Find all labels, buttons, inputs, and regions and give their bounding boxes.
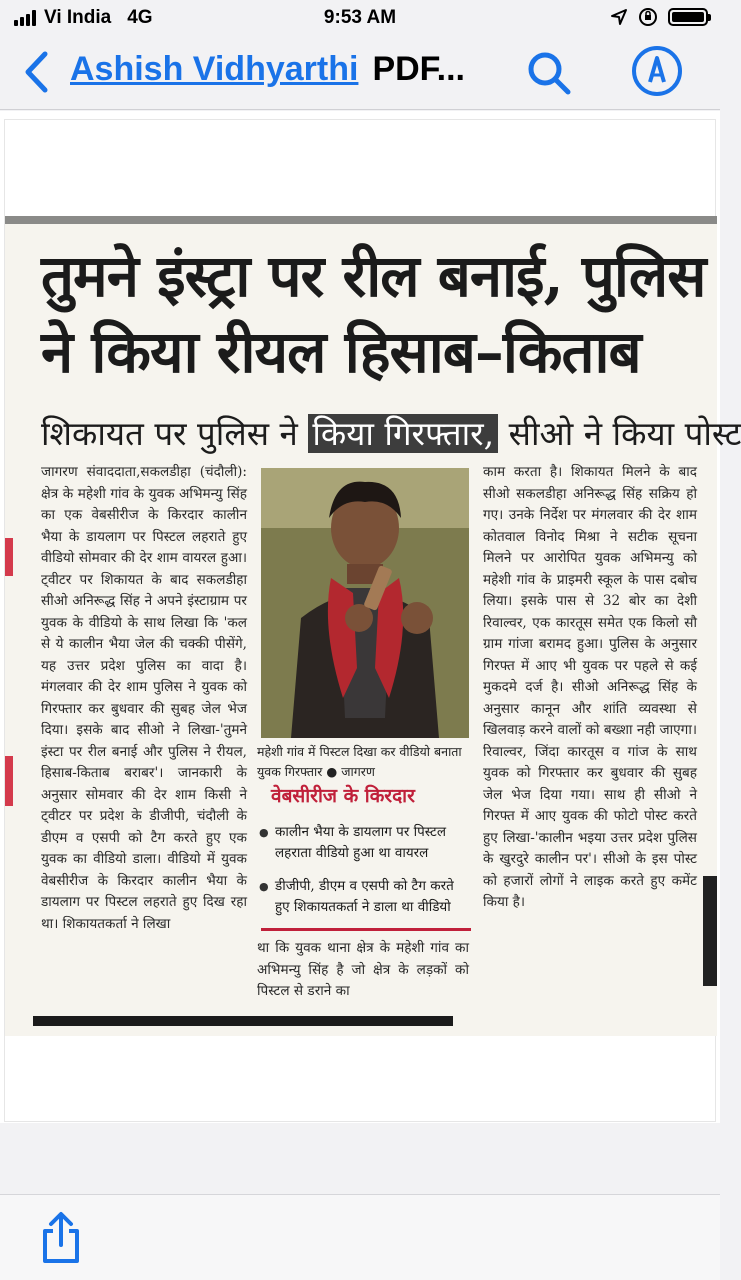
sidebar-bullet [261,876,471,918]
subhead-part1: शिकायत पर पुलिस ने [41,414,309,453]
news-photo [261,468,469,738]
status-bar [0,0,720,36]
newspaper-clipping [5,216,741,1036]
subhead-highlight: किया गिरफ्तार, [308,414,498,453]
search-icon [524,48,574,98]
subhead-part2: सीओ ने किया पोस्ट [498,414,741,453]
battery-icon [668,8,708,26]
box-divider [261,928,471,931]
search-button[interactable] [524,48,574,98]
sidebar-bullet [261,822,471,864]
nav-title [70,50,465,89]
headline-line2: ने किया रीयल हिसाब–किताब [41,318,641,386]
article-column-1: जागरण संवाददाता,सकलडीहा (चंदौली): क्षेत्र के महेशी गांव के युवक अभिमन्यु सिंह का एक वेबसीरीज के किरदार कालीन भैया के डायलाग पर पिस्टल लहराते हुए वीडियो सोमवार की देर शाम वायरल हुआ। ट्वीटर पर शिकायत के बाद सकलडीहा सीओ अनिरूद्ध सिंह ने अपने इंस्टाग्राम पर युवक के वीडियो के साथ लिखा कि 'कल से ये कालीन भैया जेल की चक्की पीसेंगे, यह उत्तर प्रदेश पुलिस का वादा है। मंगलवार की देर शाम पुलिस ने युवक को गिरफ्तार कर बुधवार की सुबह जेल भेज दिया। इसके बाद सीओ ने लिखा-'तुमने इंस्टा पर रील बनाई और पुलिस ने रीयल, हिसाब-किताब बराबर'। जानकारी के अनुसार सोमवार की देर शाम किसी ने ट्वीटर पर प्रदेश के डीजीपी, चंदौली के डीएम व एसपी को टैग करते हुए एक युवक का वीडियो डाला। वीडियो में युवक वेबसीरीज के किरदार कालीन भैया के डायलाग पर पिस्टल लहराते हुए दिख रहा था। शिकायतकर्ता ने लिखा [41,464,247,932]
conversation-link[interactable]: Ashish Vidhyarthi [70,50,359,88]
chevron-left-icon [23,51,49,93]
status-time: 9:53 AM [323,7,397,28]
edge-mark [5,756,13,806]
markup-pen-icon [630,44,684,98]
photo-caption: महेशी गांव में पिस्टल दिखा कर वीडियो बनाता युवक गिरफ्तार ● जागरण [257,744,462,779]
next-headline-fragment [33,1016,453,1036]
pdf-page [4,119,741,1122]
document-title: PDF... [372,50,466,88]
headline-line1: तुमने इंस्ट्रा पर रील बनाई, पुलिस [41,242,706,310]
bullet-text: ● कालीन भैया के डायलाग पर पिस्टल लहराता वीडियो हुआ था वायरल [275,824,447,861]
share-icon [36,1211,86,1265]
status-right [610,7,708,27]
young-man-photo [261,468,469,738]
article-column-2: था कि युवक थाना क्षेत्र के महेशी गांव का अभिमन्यु सिंह है जो क्षेत्र के लड़कों को पिस्टल से डराने का [257,940,469,999]
carrier-name: Vi India [44,7,112,28]
headline [41,238,711,390]
edge-mark [703,876,717,986]
sidebar-box-title: वेबसीरीज के किरदार [271,785,415,807]
navigation-bar [0,36,720,110]
clipping-border [5,216,717,224]
article-column-3: काम करता है। शिकायत मिलने के बाद सीओ सकलडीहा अनिरूद्ध सिंह सक्रिय हो गए। उनके निर्देश पर मंगलवार की देर शाम कोतवाल विनोद मिश्रा ने सटीक सूचना मिलने पर आरोपित युवक अभिमन्यु को महेशी गांव के प्राइमरी स्कूल के पास दबोच लिया। इसके पास से 32 बोर का देशी रिवाल्वर, एक कारतूस समेत एक किलो सौ ग्राम गांजा बरामद हुआ। पुलिस के अनुसार गिरफ्त में आए भी युवक पर पहले से कई मुकदमे दर्ज है। सीओ अनिरूद्ध सिंह के अनुसार कानून और शांति व्यवस्था से खिलवाड़ करने वालों को बख्शा नही जाएगा। रिवाल्वर, जिंदा कारतूस व गांज के साथ युवक को गिरफ्तार कर बुधवार की सुबह जेल भेज दिया गया। साथ ही सीओ ने गिरफ्त में आए युवक की फोटो पोस्ट करते हुए लिखा-'कालीन भइया उत्तर प्रदेश पुलिस के खुरदुरे कालीन पर'। सीओ के इस पोस्ट को हजारों लोगों ने लाइक करते हुए कमेंट किया है। [483,464,697,910]
bottom-toolbar [0,1194,720,1280]
document-viewer[interactable] [0,111,741,1123]
network-type: 4G [127,7,153,28]
subheadline [41,410,741,455]
back-button[interactable] [16,48,56,96]
share-button[interactable] [36,1211,86,1265]
orientation-lock-icon [638,7,658,27]
markup-button[interactable] [630,44,684,98]
edge-mark [5,538,13,576]
location-arrow-icon [610,8,628,26]
bullet-text: ● डीजीपी, डीएम व एसपी को टैग करते हुए शिकायतकर्ता ने डाला था वीडियो [275,878,454,915]
